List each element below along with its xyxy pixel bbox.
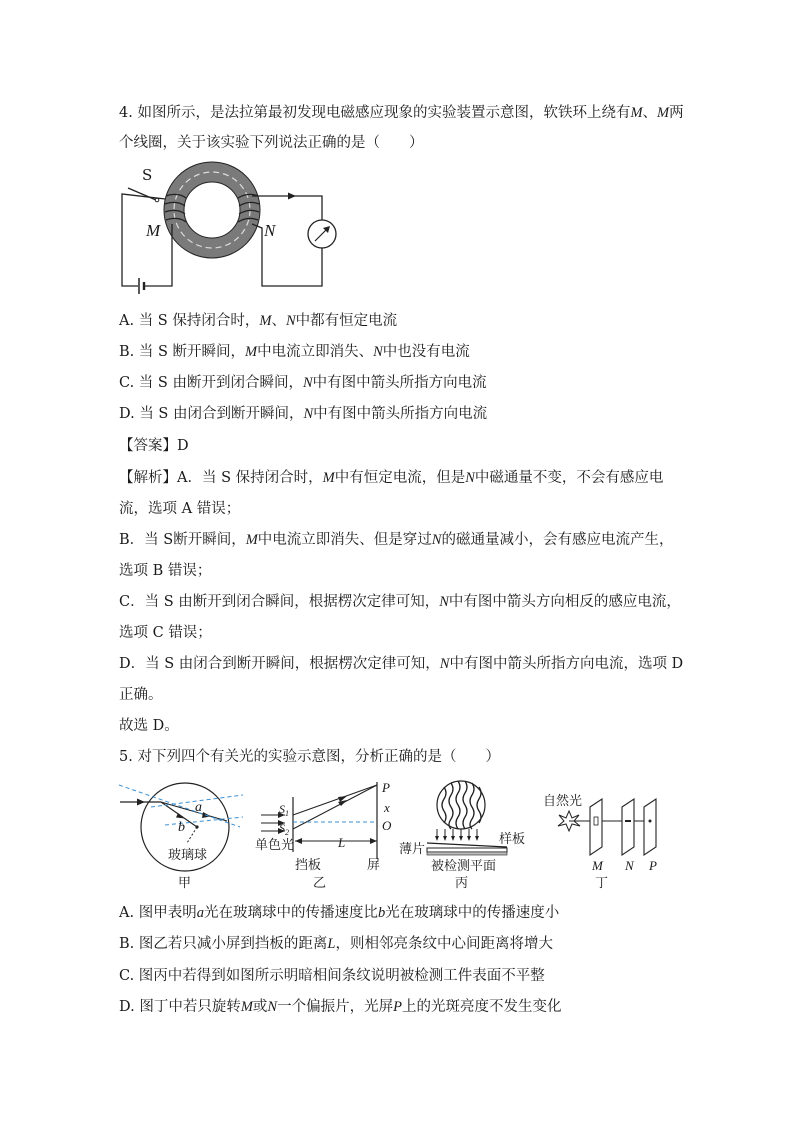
fig-ding-p: P: [649, 858, 657, 873]
switch-label: S: [142, 166, 153, 184]
coil-n-label: N: [264, 221, 276, 240]
current-direction-arrow: [288, 193, 296, 200]
q4-conclusion: 故选 D。: [119, 718, 179, 734]
q4-option-c: C. 当 S 由断开到闭合瞬间，N中有图中箭头所指方向电流: [119, 375, 487, 391]
q4-analysis-a-line1: 【解析】A．当 S 保持闭合时，M中有恒定电流，但是N中磁通量不变，不会有感应电: [119, 470, 664, 486]
fig-yi-caption: 乙: [313, 876, 327, 891]
fig-yi-screen: 屏: [367, 858, 381, 873]
q5-optics-figures: [115, 777, 675, 892]
left-circuit-wire-2: [145, 234, 172, 286]
q4-analysis-b-line2: 选项 B 错误；: [119, 563, 212, 579]
ring-inner-edge: [184, 182, 240, 238]
fig-yi-x: x: [384, 800, 390, 815]
fig-bing-thin-film: [427, 781, 507, 855]
fig-jia-caption: 甲: [178, 876, 192, 891]
fig-bing-plane: 被检测平面: [431, 859, 497, 874]
q4-analysis-b-line1: B．当 S断开瞬间，M中电流立即消失、但是穿过N的磁通量减小，会有感应电流产生，: [119, 532, 674, 548]
q4-answer: 【答案】D: [119, 438, 189, 454]
fig-ding-n: N: [625, 858, 634, 873]
q4-analysis-c-line2: 选项 C 错误；: [119, 625, 212, 641]
fig-yi-baffle: 挡板: [295, 858, 322, 873]
switch-contact: [155, 198, 159, 202]
q5-option-b: B. 图乙若只减小屏到挡板的距离L，则相邻亮条纹中心间距离将增大: [119, 936, 553, 952]
q4-faraday-ring-figure: [112, 158, 352, 298]
fig-yi-o: O: [382, 818, 392, 833]
coil-m-label: M: [146, 221, 161, 240]
switch-blade: [128, 188, 156, 200]
q4-stem-line2: 个线圈，关于该实验下列说法正确的是（ ）: [119, 135, 424, 151]
fig-bing-sample: 样板: [499, 832, 526, 847]
q4-analysis-c-line1: C．当 S 由断开到闭合瞬间，根据楞次定律可知，N中有图中箭头方向相反的感应电流，: [119, 594, 681, 610]
fig-yi-s2: $S_2$: [279, 821, 289, 837]
right-circuit-wire-top: [252, 196, 322, 220]
fig-ding-m: M: [592, 858, 603, 873]
q5-stem: 5. 对下列四个有关光的实验示意图，分析正确的是（ ）: [119, 749, 500, 765]
q5-option-c: C. 图丙中若得到如图所示明暗相间条纹说明被检测工件表面不平整: [119, 968, 545, 984]
fig-jia-ray-b: b: [178, 820, 185, 835]
q4-analysis-d-line1: D．当 S 由闭合到断开瞬间，根据楞次定律可知，N中有图中箭头所指方向电流，选项 D: [119, 656, 684, 672]
q5-option-d: D. 图丁中若只旋转M或N一个偏振片，光屏P上的光斑亮度不发生变化: [119, 999, 562, 1015]
fig-yi-l: L: [338, 835, 346, 850]
q4-stem-line1: 4. 如图所示，是法拉第最初发现电磁感应现象的实验装置示意图，软铁环上绕有M、M两: [119, 105, 684, 121]
q4-option-a: A. 当 S 保持闭合时，M、N中都有恒定电流: [119, 313, 398, 329]
fig-jia-ball-label: 玻璃球: [168, 848, 208, 863]
q4-analysis-d-line2: 正确。: [119, 687, 163, 703]
q5-option-a: A. 图甲表明a光在玻璃球中的传播速度比b光在玻璃球中的传播速度小: [119, 905, 560, 921]
q4-option-b: B. 当 S 断开瞬间，M中电流立即消失、N中也没有电流: [119, 344, 470, 360]
q4-analysis-a-line2: 流，选项 A 错误；: [119, 501, 241, 517]
fig-yi-p: P: [382, 780, 390, 795]
fig-yi-light: 单色光: [255, 838, 295, 853]
fig-yi-s1: $S_1$: [279, 802, 289, 818]
fig-jia-ray-a: a: [195, 800, 202, 815]
fig-bing-thin: 薄片: [399, 842, 426, 857]
q4-option-d: D. 当 S 由闭合到断开瞬间，N中有图中箭头所指方向电流: [119, 406, 488, 422]
fig-bing-caption: 丙: [455, 876, 469, 891]
fig-ding-caption: 丁: [595, 876, 609, 891]
iron-ring: [174, 172, 250, 248]
fig-ding-natural: 自然光: [543, 794, 583, 809]
